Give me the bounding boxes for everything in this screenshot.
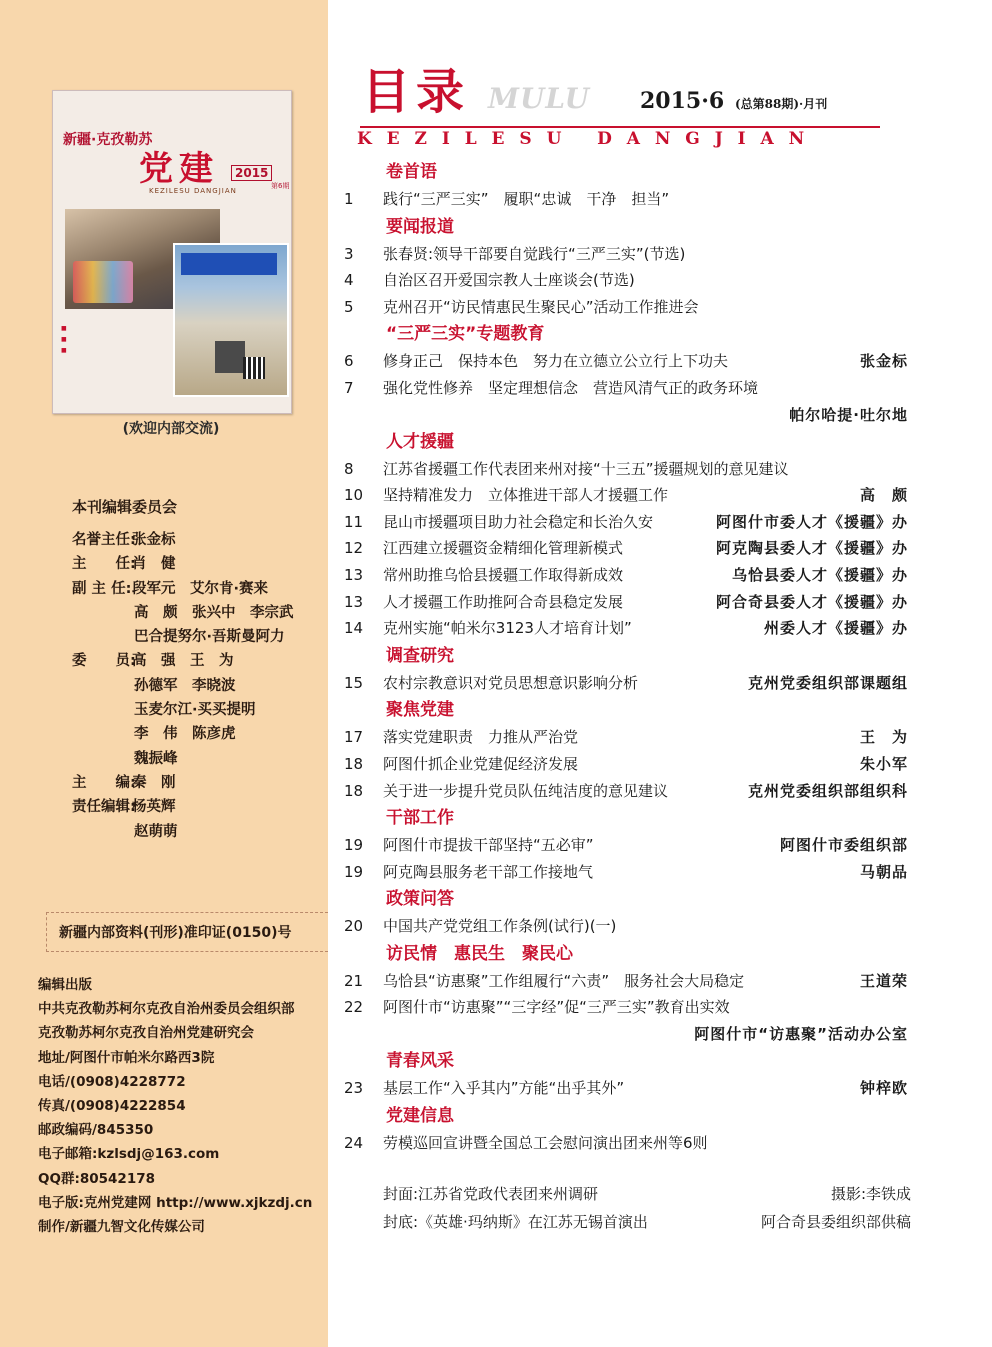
credit-row	[383, 1180, 911, 1208]
entry-title: 落实党建职责 力推从严治党	[383, 728, 579, 747]
toc-entry[interactable]	[330, 562, 920, 589]
entry-title: 践行“三严三实” 履职“忠诚 干净 担当”	[383, 190, 670, 208]
entry-page: 20	[344, 917, 364, 936]
board-names: 张金标	[132, 532, 176, 548]
entry-page: 14	[344, 619, 364, 638]
entry-page: 7	[344, 378, 354, 397]
entry-page: 5	[344, 297, 354, 316]
board-names: 肖 健	[132, 556, 176, 573]
entry-title: 克州实施“帕米尔3123人才培育计划”	[383, 619, 632, 638]
board-row	[72, 577, 294, 601]
toc-entry[interactable]	[330, 456, 920, 483]
entry-title: 中国共产党党组工作条例(试行)(一)	[383, 917, 617, 936]
board-row	[72, 625, 294, 649]
entry-page: 22	[344, 998, 364, 1017]
toc-entry[interactable]	[330, 751, 920, 778]
entry-title: 阿图什市“访惠聚”“三字经”促“三严三实”教育出实效	[383, 998, 730, 1017]
publisher-line: 邮政编码/845350	[38, 1122, 154, 1139]
board-row	[72, 528, 294, 552]
table-of-contents	[330, 158, 920, 1156]
cover-subtitle: KEZILESU DANGJIAN	[149, 187, 237, 195]
cover-thumbnail	[52, 90, 292, 414]
credit-row	[383, 1208, 911, 1236]
qr-code-icon	[243, 357, 265, 379]
credit-source: 阿合奇县委组织部供稿	[760, 1213, 911, 1231]
board-names: 赵萌萌	[134, 823, 178, 840]
board-role: 责任编辑:	[72, 799, 136, 816]
entry-author: 乌恰县委人才《援疆》办	[731, 565, 908, 584]
editorial-board	[72, 528, 294, 844]
issue-date: 2015·6	[640, 88, 725, 114]
entry-author: 克州党委组织部组织科	[747, 781, 908, 800]
entry-page: 17	[344, 728, 364, 747]
publisher-info	[38, 973, 312, 1239]
entry-page: 18	[344, 781, 364, 800]
board-names: 李 伟 陈彦虎	[134, 726, 236, 743]
cover-issue: 第6期	[271, 182, 290, 190]
page-title-en: MULU	[488, 82, 590, 115]
entry-author: 王 为	[859, 728, 908, 747]
entry-title: 坚持精准发力 立体推进干部人才援疆工作	[383, 486, 669, 505]
entry-page: 13	[344, 565, 364, 584]
cover-year: 2015	[231, 165, 272, 181]
board-role: 委 员:	[72, 653, 136, 670]
section-heading: 人才援疆	[386, 431, 454, 452]
board-role: 副 主 任:	[72, 580, 132, 597]
section-heading: “三严三实”专题教育	[386, 324, 545, 345]
entry-title: 张春贤:领导干部要自觉践行“三严三实”(节选)	[383, 244, 686, 263]
cover-caption: (欢迎内部交流)	[122, 421, 220, 437]
entry-author: 张金标	[859, 352, 908, 371]
entry-page: 23	[344, 1079, 364, 1098]
board-row	[72, 722, 294, 746]
section-heading: 青春风采	[386, 1051, 454, 1072]
sidebar	[0, 0, 328, 1347]
cover-title-small: 新疆·克孜勒苏	[63, 132, 153, 148]
entry-title: 自治区召开爱国宗教人士座谈会(节选)	[383, 271, 635, 290]
entry-page: 8	[344, 459, 354, 478]
toc-entry[interactable]	[330, 913, 920, 940]
toc-entry[interactable]	[330, 294, 920, 321]
issue-note: (总第88期)·月刊	[735, 97, 828, 111]
entry-title: 阿图什市提拔干部坚持“五必审”	[383, 836, 594, 855]
section-heading: 要闻报道	[386, 216, 454, 237]
entry-title: 人才援疆工作助推阿合奇县稳定发展	[383, 592, 624, 611]
toc-entry[interactable]	[330, 375, 920, 402]
toc-entry[interactable]	[330, 482, 920, 509]
board-names: 高 强 王 为	[132, 653, 234, 670]
toc-entry[interactable]	[330, 670, 920, 697]
toc-entry[interactable]	[330, 535, 920, 562]
board-row	[72, 649, 294, 673]
cover-photo-ceremony	[173, 243, 289, 397]
entry-title: 强化党性修养 坚定理想信念 营造风清气正的政务环境	[383, 378, 759, 397]
publisher-line: 地址/阿图什市帕米尔路西3院	[38, 1049, 215, 1066]
board-row	[72, 698, 294, 722]
entry-author: 阿图什市“访惠聚”活动办公室	[694, 1025, 908, 1044]
entry-title: 阿图什抓企业党建促经济发展	[383, 754, 579, 773]
entry-page: 4	[344, 271, 354, 290]
board-row	[72, 552, 294, 576]
entry-author: 钟梓欧	[859, 1079, 908, 1098]
entry-page: 24	[344, 1133, 364, 1152]
board-names: 玉麦尔江·买买提明	[134, 702, 256, 719]
entry-author: 阿合奇县委人才《援疆》办	[715, 592, 908, 611]
entry-page: 11	[344, 512, 364, 531]
header-divider	[360, 126, 880, 128]
board-role: 主 编:	[72, 774, 136, 791]
publisher-line: 传真/(0908)4222854	[38, 1098, 186, 1115]
publisher-line: 克孜勒苏柯尔克孜自治州党建研究会	[38, 1025, 254, 1042]
entry-page: 6	[344, 352, 354, 371]
editorial-board-title: 本刊编辑委员会	[72, 498, 178, 516]
section-heading: 调查研究	[386, 645, 454, 666]
credit-description: 封底:《英雄·玛纳斯》在江苏无锡首演出	[383, 1213, 648, 1231]
board-row	[72, 820, 294, 844]
toc-entry[interactable]	[330, 267, 920, 294]
board-row	[72, 674, 294, 698]
entry-author: 克州党委组织部课题组	[747, 673, 908, 692]
entry-page: 18	[344, 754, 364, 773]
board-names: 杨英辉	[132, 799, 176, 816]
board-row	[72, 795, 294, 819]
entry-title: 常州助推乌恰县援疆工作取得新成效	[383, 565, 624, 584]
toc-entry[interactable]	[330, 724, 920, 751]
cover-title-big: 党建	[139, 149, 219, 189]
toc-entry[interactable]	[330, 968, 920, 995]
entry-page: 21	[344, 971, 364, 990]
board-names: 段军元 艾尔肯·赛来	[132, 580, 269, 597]
toc-entry[interactable]	[330, 186, 920, 213]
entry-page: 15	[344, 673, 364, 692]
toc-entry[interactable]	[330, 1075, 920, 1102]
publisher-line: 电话/(0908)4228772	[38, 1073, 186, 1090]
toc-entry[interactable]	[330, 1130, 920, 1157]
publisher-line: QQ群:80542178	[38, 1170, 155, 1187]
board-role: 主 任:	[72, 556, 136, 573]
entry-author: 朱小军	[859, 754, 908, 773]
toc-entry[interactable]	[330, 241, 920, 268]
entry-title: 克州召开“访民情惠民生聚民心”活动工作推进会	[383, 297, 699, 316]
board-names: 孙德军 李晓波	[134, 677, 236, 694]
entry-author: 阿图什市委组织部	[779, 836, 908, 855]
board-row	[72, 747, 294, 771]
publisher-line: 电子版:克州党建网 http://www.xjkzdj.cn	[38, 1194, 313, 1211]
toc-entry[interactable]	[330, 348, 920, 375]
publisher-line: 电子邮箱:kzlsdj@163.com	[38, 1146, 220, 1163]
entry-title: 江西建立援疆资金精细化管理新模式	[383, 539, 624, 558]
toc-entry[interactable]	[330, 778, 920, 805]
board-names: 魏振峰	[134, 750, 178, 767]
toc-entry[interactable]	[330, 859, 920, 886]
toc-entry[interactable]	[330, 832, 920, 859]
cover-credits	[383, 1180, 911, 1236]
entry-page: 19	[344, 836, 364, 855]
publisher-line: 中共克孜勒苏柯尔克孜自治州委员会组织部	[38, 1001, 295, 1018]
section-heading: 党建信息	[386, 1105, 454, 1126]
toc-entry[interactable]	[330, 589, 920, 616]
entry-title: 阿克陶县服务老干部工作接地气	[383, 862, 594, 881]
credit-description: 封面:江苏省党政代表团来州调研	[383, 1185, 599, 1203]
entry-author: 马朝品	[859, 862, 908, 881]
page-title: 目录	[362, 64, 471, 120]
entry-author: 州委人才《援疆》办	[763, 619, 908, 638]
entry-title: 江苏省援疆工作代表团来州对接“十三五”援疆规划的意见建议	[383, 459, 789, 478]
board-role: 名誉主任:	[72, 532, 136, 548]
entry-page: 13	[344, 592, 364, 611]
entry-page: 19	[344, 862, 364, 881]
entry-author: 阿克陶县委人才《援疆》办	[715, 539, 908, 558]
credit-source: 摄影:李铁成	[830, 1185, 911, 1203]
board-row	[72, 601, 294, 625]
section-heading: 访民情 惠民生 聚民心	[386, 943, 573, 964]
entry-author: 王道荣	[859, 971, 908, 990]
board-names: 高 颇 张兴中 李宗武	[134, 604, 294, 621]
entry-title: 劳模巡回宣讲暨全国总工会慰问演出团来州等6则	[383, 1133, 708, 1152]
entry-title: 基层工作“入乎其内”方能“出乎其外”	[383, 1079, 625, 1098]
toc-entry[interactable]	[330, 615, 920, 642]
publisher-line: 编辑出版	[38, 977, 92, 993]
section-heading: 卷首语	[386, 162, 437, 182]
entry-page: 3	[344, 244, 354, 263]
entry-page: 12	[344, 539, 364, 558]
entry-page: 10	[344, 486, 364, 505]
section-heading: 干部工作	[386, 808, 454, 829]
entry-author: 阿图什市委人才《援疆》办	[715, 512, 908, 531]
entry-title: 农村宗教意识对党员思想意识影响分析	[383, 673, 639, 692]
license-number: 新疆内部资料(刊形)准印证(0150)号	[46, 912, 328, 952]
cover-headlines	[61, 323, 171, 356]
section-heading: 政策问答	[386, 889, 454, 910]
board-names: 巴合提努尔·吾斯曼阿力	[134, 629, 285, 646]
entry-page: 1	[344, 190, 354, 208]
entry-title: 关于进一步提升党员队伍纯洁度的意见建议	[383, 781, 669, 800]
entry-title: 乌恰县“访惠聚”工作组履行“六责” 服务社会大局稳定	[383, 971, 745, 990]
toc-entry[interactable]	[330, 994, 920, 1021]
brand-name-en: KEZILESU DANGJIAN	[357, 129, 820, 149]
entry-title: 修身正己 保持本色 努力在立德立公立行上下功夫	[383, 352, 729, 371]
board-row	[72, 771, 294, 795]
entry-author: 帕尔哈提·吐尔地	[789, 405, 908, 424]
publisher-line: 制作/新疆九智文化传媒公司	[38, 1219, 205, 1236]
section-heading: 聚焦党建	[386, 700, 454, 721]
toc-entry[interactable]	[330, 509, 920, 536]
entry-author: 高 颇	[859, 486, 908, 505]
board-names: 秦 刚	[132, 774, 176, 791]
entry-title: 昆山市援疆项目助力社会稳定和长治久安	[383, 512, 654, 531]
